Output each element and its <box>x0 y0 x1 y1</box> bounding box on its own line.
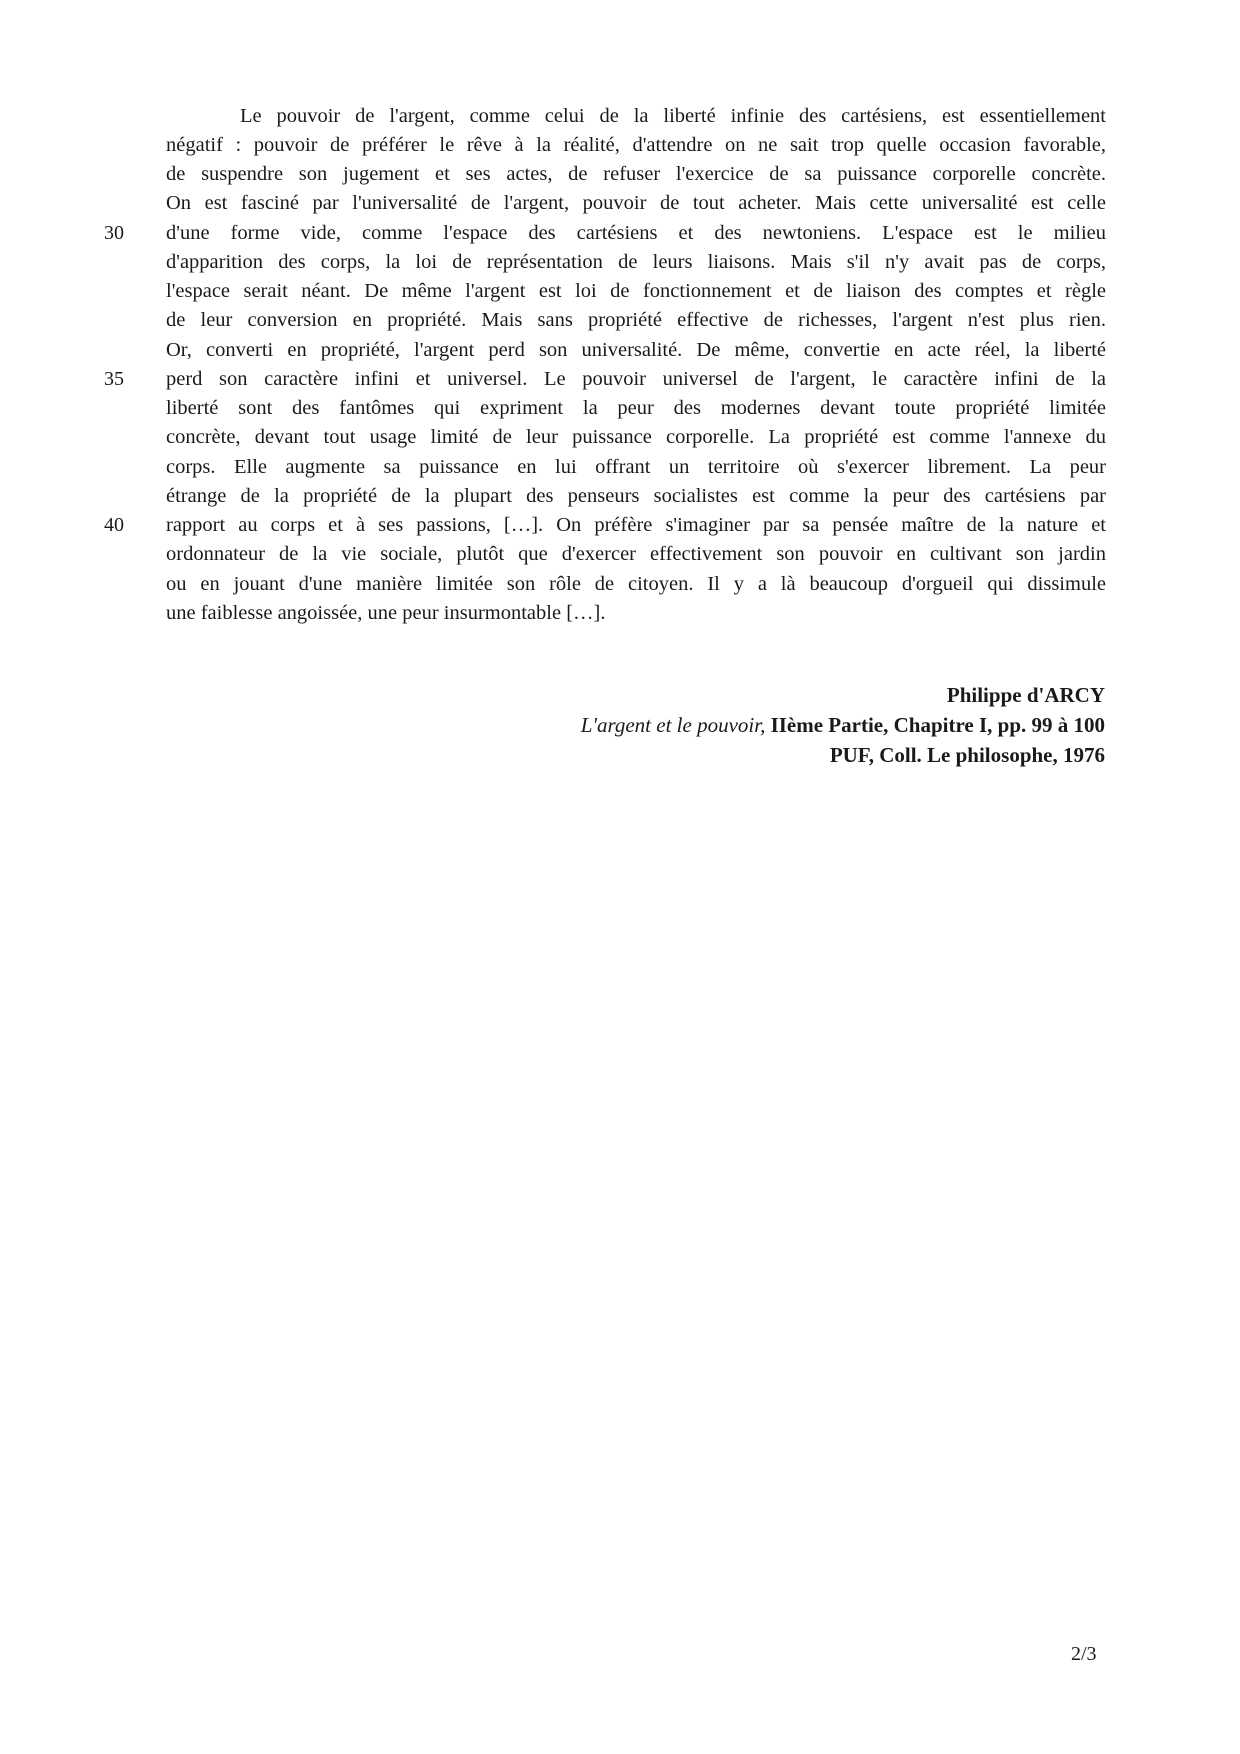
passage-line: une faiblesse angoissée, une peur insurmontable […]. <box>166 602 606 624</box>
passage-line: rapport au corps et à ses passions, […]. On préfère s'imaginer par sa pensée maître de la nature et <box>166 514 1106 536</box>
passage-line: On est fasciné par l'universalité de l'argent, pouvoir de tout acheter. Mais cette universalité est celle <box>166 192 1106 214</box>
passage-line: de suspendre son jugement et ses actes, de refuser l'exercice de sa puissance corporelle concrète. <box>166 163 1106 185</box>
line-number-40: 40 <box>104 514 124 536</box>
passage-line: l'espace serait néant. De même l'argent est loi de fonctionnement et de liaison des comptes et règle <box>166 280 1106 302</box>
page-number: 2/3 <box>1071 1643 1097 1665</box>
line-number-35: 35 <box>104 368 124 390</box>
citation-publisher: PUF, Coll. Le philosophe, 1976 <box>829 743 1105 767</box>
passage-line: liberté sont des fantômes qui expriment la peur des modernes devant toute propriété limitée <box>166 397 1106 419</box>
passage-line: ou en jouant d'une manière limitée son rôle de citoyen. Il y a là beaucoup d'orgueil qui dissimule <box>166 573 1106 595</box>
citation-book-title: L'argent et le pouvoir, <box>580 713 766 737</box>
passage-line: Or, converti en propriété, l'argent perd son universalité. De même, convertie en acte réel, la liberté <box>166 339 1106 361</box>
passage-line: de leur conversion en propriété. Mais sans propriété effective de richesses, l'argent n'est plus rien. <box>166 309 1106 331</box>
passage-line: perd son caractère infini et universel. Le pouvoir universel de l'argent, le caractère infini de la <box>166 368 1106 390</box>
citation-book-location: IIème Partie, Chapitre I, pp. 99 à 100 <box>765 713 1105 737</box>
passage-line: concrète, devant tout usage limité de leur puissance corporelle. La propriété est comme l'annexe du <box>166 426 1106 448</box>
passage-line: Le pouvoir de l'argent, comme celui de la liberté infinie des cartésiens, est essentiellement <box>240 105 1106 127</box>
passage-line: d'apparition des corps, la loi de représentation de leurs liaisons. Mais s'il n'y avait pas de corps, <box>166 251 1106 273</box>
line-number-30: 30 <box>104 222 124 244</box>
passage-line: négatif : pouvoir de préférer le rêve à la réalité, d'attendre on ne sait trop quelle occasion favorable, <box>166 134 1106 156</box>
passage-line: corps. Elle augmente sa puissance en lui offrant un territoire où s'exercer librement. La peur <box>166 456 1106 478</box>
passage-line: d'une forme vide, comme l'espace des cartésiens et des newtoniens. L'espace est le milieu <box>166 222 1106 244</box>
citation-author: Philippe d'ARCY <box>946 683 1105 707</box>
passage-line: étrange de la propriété de la plupart des penseurs socialistes est comme la peur des cartésiens par <box>166 485 1106 507</box>
citation-source <box>581 710 1105 740</box>
passage-line: ordonnateur de la vie sociale, plutôt que d'exercer effectivement son pouvoir en cultivant son jardin <box>166 543 1106 565</box>
